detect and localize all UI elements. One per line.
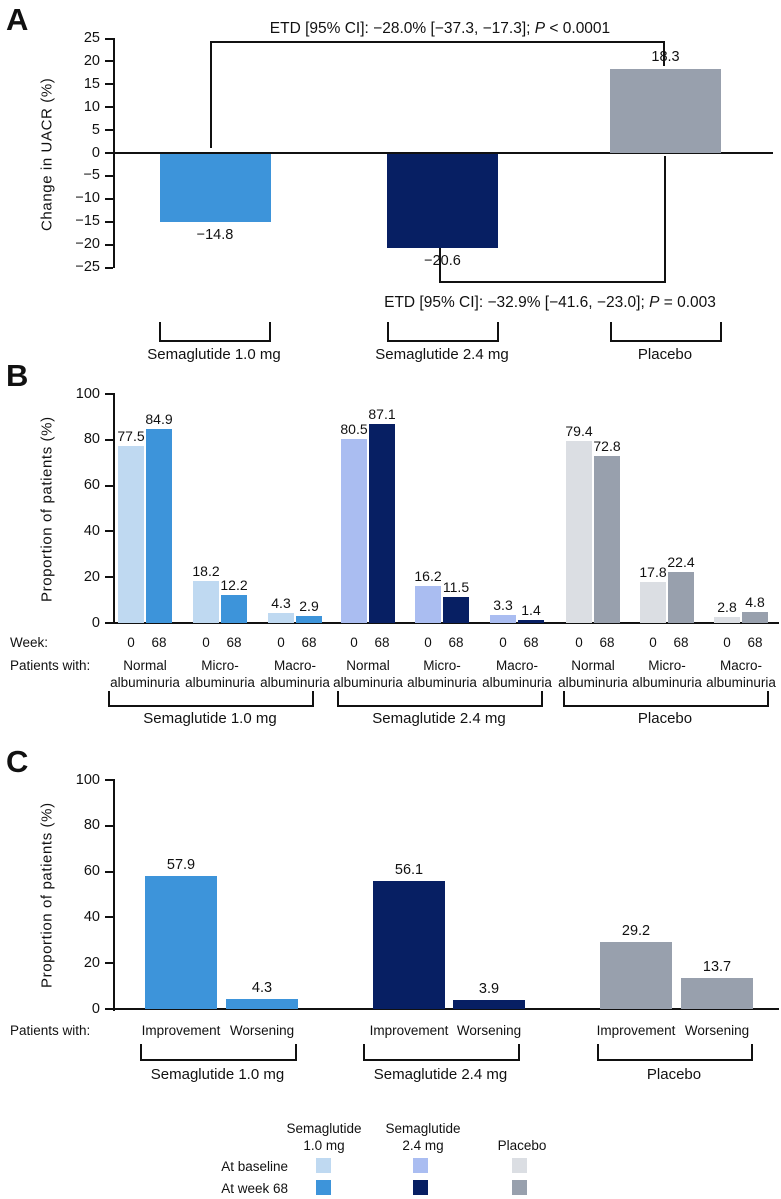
panel-c-letter: C — [6, 744, 29, 779]
etd-annotation-bottom — [320, 294, 780, 312]
y-axis-tick — [105, 198, 113, 200]
panel-c-group-label: Semaglutide 2.4 mg — [373, 1066, 508, 1083]
panel-b-letter: B — [6, 358, 29, 393]
y-axis-tick — [105, 576, 113, 578]
bar — [714, 617, 740, 623]
y-tick-label: 100 — [75, 385, 100, 402]
bar — [146, 429, 172, 623]
y-tick-label: 0 — [91, 614, 100, 631]
category-label: albuminuria — [558, 675, 628, 690]
etd-annotation-top-p-value: < 0.0001 — [549, 20, 611, 37]
etd-annotation-bottom-p: P — [649, 294, 660, 311]
panel-a-group-bracket-hline — [387, 340, 499, 342]
week-tick-label: 0 — [575, 635, 583, 650]
bar — [226, 999, 298, 1009]
week-tick-label: 0 — [723, 635, 731, 650]
category-label: Macro- — [273, 658, 316, 673]
etd-bracket-top-hline — [210, 41, 665, 43]
legend-swatch — [512, 1158, 527, 1173]
bar — [296, 616, 322, 623]
week-tick-label: 68 — [747, 635, 763, 650]
y-tick-label: 40 — [83, 522, 100, 539]
y-axis-tick — [105, 83, 113, 85]
bar — [387, 154, 498, 248]
bar-value-label: 77.5 — [117, 427, 145, 444]
patients-row-label-c: Patients with: — [10, 1023, 91, 1038]
y-axis-tick — [105, 962, 113, 964]
bar-value-label: 57.9 — [166, 857, 196, 874]
y-tick-label: 60 — [83, 863, 100, 880]
week-tick-label: 68 — [301, 635, 317, 650]
y-tick-label: 25 — [83, 30, 100, 46]
panel-a-group-bracket-hline — [159, 340, 271, 342]
bar — [373, 881, 445, 1009]
week-tick-label: 68 — [226, 635, 242, 650]
category-label: albuminuria — [407, 675, 477, 690]
bar — [118, 446, 144, 623]
bar — [443, 597, 469, 623]
panel-c-group-label: Semaglutide 1.0 mg — [150, 1066, 285, 1083]
bar — [610, 69, 721, 153]
y-tick-label: 80 — [83, 431, 100, 448]
bar — [369, 424, 395, 623]
panel-c-group-bracket-hline — [140, 1059, 297, 1061]
panel-c-y-axis-title: Proportion of patients (%) — [38, 802, 56, 988]
category-label: Normal — [346, 658, 390, 673]
y-axis-tick — [105, 267, 113, 269]
category-label: albuminuria — [185, 675, 255, 690]
category-label: Improvement — [141, 1023, 221, 1038]
bar-value-label: 13.7 — [702, 958, 732, 975]
bar-value-label: 84.9 — [145, 410, 173, 427]
bar-value-label: 11.5 — [442, 578, 470, 595]
bar — [145, 876, 217, 1009]
week-tick-label: 0 — [499, 635, 507, 650]
y-tick-label: 15 — [83, 75, 100, 92]
category-label: albuminuria — [110, 675, 180, 690]
week-tick-label: 0 — [350, 635, 358, 650]
legend-swatch — [512, 1180, 527, 1195]
y-tick-label: −5 — [83, 167, 100, 184]
legend-column-header: Placebo — [497, 1138, 547, 1153]
panel-a-group-bracket-hline — [610, 340, 722, 342]
panel-c-y-axis-line — [113, 779, 115, 1011]
bar-value-label: 2.9 — [299, 598, 319, 615]
category-label: Worsening — [229, 1023, 295, 1038]
y-tick-label: 20 — [83, 954, 100, 971]
bar — [341, 439, 367, 623]
category-label: Normal — [123, 658, 167, 673]
panel-b-group-label: Placebo — [637, 710, 693, 727]
category-label: albuminuria — [482, 675, 552, 690]
week-tick-label: 68 — [523, 635, 539, 650]
y-axis-tick — [105, 779, 113, 781]
y-axis-tick — [105, 152, 113, 154]
bar-value-label: −20.6 — [424, 253, 461, 270]
category-label: albuminuria — [632, 675, 702, 690]
y-axis-tick — [105, 129, 113, 131]
y-axis-tick — [105, 916, 113, 918]
panel-c-group-label: Placebo — [646, 1066, 702, 1083]
etd-annotation-bottom-p-value: = 0.003 — [663, 294, 716, 311]
category-label: Worsening — [684, 1023, 750, 1038]
panel-a-group-bracket-left-tick — [159, 322, 161, 342]
week-tick-label: 0 — [127, 635, 135, 650]
week-row-label: Week: — [10, 635, 49, 650]
week-tick-label: 68 — [599, 635, 615, 650]
etd-bracket-bottom-hline — [439, 281, 666, 283]
legend-swatch — [413, 1158, 428, 1173]
y-tick-label: 0 — [91, 144, 100, 161]
bar-value-label: 12.2 — [220, 577, 248, 594]
etd-annotation-top-text: ETD [95% CI]: −28.0% [−37.3, −17.3]; — [269, 20, 531, 37]
panel-a-group-bracket-left-tick — [387, 322, 389, 342]
y-axis-tick — [105, 175, 113, 177]
y-tick-label: 5 — [91, 121, 100, 138]
bar-value-label: 18.2 — [192, 563, 220, 580]
bar — [453, 1000, 525, 1009]
bar — [566, 441, 592, 623]
bar-value-label: 22.4 — [667, 553, 695, 570]
y-axis-tick — [105, 38, 113, 40]
panel-b-group-bracket-hline — [108, 705, 314, 707]
panel-b-group-bracket-hline — [563, 705, 769, 707]
etd-annotation-bottom-text: ETD [95% CI]: −32.9% [−41.6, −23.0]; — [384, 294, 645, 311]
panel-a-group-bracket-left-tick — [610, 322, 612, 342]
y-axis-tick — [105, 871, 113, 873]
panel-b-group-label: Semaglutide 2.4 mg — [372, 710, 506, 727]
category-label: Improvement — [596, 1023, 676, 1038]
y-axis-tick — [105, 393, 113, 395]
bar — [518, 620, 544, 623]
y-axis-tick — [105, 221, 113, 223]
panel-a-group-label: Placebo — [637, 346, 693, 363]
category-label: Worsening — [456, 1023, 522, 1038]
bar-value-label: 2.8 — [717, 598, 737, 615]
panel-b-group-bracket-hline — [337, 705, 543, 707]
y-axis-tick — [105, 244, 113, 246]
week-tick-label: 0 — [649, 635, 657, 650]
y-tick-label: 10 — [83, 98, 100, 115]
bar — [594, 456, 620, 623]
etd-bracket-top-left-vline — [210, 41, 212, 148]
week-tick-label: 68 — [448, 635, 464, 650]
etd-bracket-bottom-right-vline — [664, 156, 666, 283]
legend-column-header: Semaglutide — [286, 1121, 362, 1136]
y-axis-tick — [105, 106, 113, 108]
category-label: albuminuria — [706, 675, 776, 690]
week-tick-label: 68 — [374, 635, 390, 650]
legend-swatch — [316, 1158, 331, 1173]
legend-column-header: 2.4 mg — [402, 1138, 444, 1153]
y-tick-label: 0 — [91, 1000, 100, 1017]
panel-a-letter: A — [6, 2, 29, 37]
week-tick-label: 68 — [151, 635, 167, 650]
y-tick-label: 20 — [83, 568, 100, 585]
y-axis-tick — [105, 825, 113, 827]
bar-value-label: 1.4 — [521, 601, 541, 618]
legend-column-header: 1.0 mg — [303, 1138, 345, 1153]
category-label: albuminuria — [260, 675, 330, 690]
panel-a-group-bracket-right-tick — [720, 322, 722, 342]
bar-value-label: 18.3 — [651, 49, 680, 66]
panel-a-group-bracket-right-tick — [269, 322, 271, 342]
category-label: Normal — [571, 658, 615, 673]
week-tick-label: 0 — [202, 635, 210, 650]
bar-value-label: 72.8 — [593, 438, 621, 455]
y-tick-label: 20 — [83, 52, 100, 69]
legend-row-label: At week 68 — [221, 1181, 288, 1196]
bar-value-label: 4.8 — [745, 594, 765, 610]
bar — [221, 595, 247, 623]
panel-b-group-label: Semaglutide 1.0 mg — [143, 710, 277, 727]
legend-swatch — [413, 1180, 428, 1195]
bar-value-label: 79.4 — [565, 423, 593, 440]
panel-a-group-bracket-right-tick — [497, 322, 499, 342]
y-tick-label: 80 — [83, 817, 100, 834]
y-axis-tick — [105, 1008, 113, 1010]
panel-a-y-axis-title: Change in UACR (%) — [38, 77, 56, 231]
bar-value-label: 4.3 — [271, 595, 291, 612]
panel-c-group-bracket-hline — [597, 1059, 753, 1061]
legend-column-header: Semaglutide — [385, 1121, 461, 1136]
category-label: Macro- — [495, 658, 538, 673]
y-tick-label: −10 — [75, 190, 100, 207]
bar-value-label: 80.5 — [340, 420, 368, 437]
legend-row-label: At baseline — [221, 1159, 288, 1174]
panel-c-group-bracket-hline — [363, 1059, 520, 1061]
etd-annotation-top — [160, 20, 720, 38]
y-axis-tick — [105, 530, 113, 532]
y-tick-label: 60 — [83, 477, 100, 494]
bar — [600, 942, 672, 1009]
bar-value-label: 87.1 — [368, 405, 396, 422]
panel-a-group-label: Semaglutide 1.0 mg — [147, 346, 281, 363]
y-axis-tick — [105, 622, 113, 624]
y-tick-label: −15 — [75, 213, 100, 230]
category-label: Micro- — [648, 658, 686, 673]
panel-a-group-label: Semaglutide 2.4 mg — [375, 346, 509, 363]
category-label: Macro- — [719, 658, 762, 673]
etd-annotation-top-p: P — [534, 20, 546, 37]
y-tick-label: −25 — [75, 259, 100, 275]
bar — [681, 978, 753, 1009]
bar — [160, 154, 271, 222]
category-label: Micro- — [201, 658, 239, 673]
week-tick-label: 0 — [277, 635, 285, 650]
legend-swatch — [316, 1180, 331, 1195]
bar — [640, 582, 666, 623]
patients-row-label-b: Patients with: — [10, 658, 91, 673]
category-label: albuminuria — [333, 675, 403, 690]
week-tick-label: 68 — [673, 635, 689, 650]
y-tick-label: −20 — [75, 236, 100, 253]
bar-value-label: −14.8 — [196, 226, 234, 243]
category-label: Improvement — [369, 1023, 449, 1038]
bar-value-label: 17.8 — [639, 564, 667, 581]
bar-value-label: 4.3 — [251, 980, 273, 997]
panel-b-y-axis-title: Proportion of patients (%) — [38, 416, 56, 602]
y-axis-tick — [105, 60, 113, 62]
bar-value-label: 16.2 — [414, 567, 442, 584]
bar-value-label: 3.9 — [478, 981, 500, 998]
y-tick-label: 100 — [75, 771, 100, 788]
bar-value-label: 3.3 — [493, 597, 513, 614]
week-tick-label: 0 — [424, 635, 432, 650]
y-tick-label: 40 — [83, 908, 100, 925]
category-label: Micro- — [423, 658, 461, 673]
y-axis-tick — [105, 485, 113, 487]
bar-value-label: 56.1 — [394, 861, 424, 878]
bar-value-label: 29.2 — [621, 923, 651, 940]
